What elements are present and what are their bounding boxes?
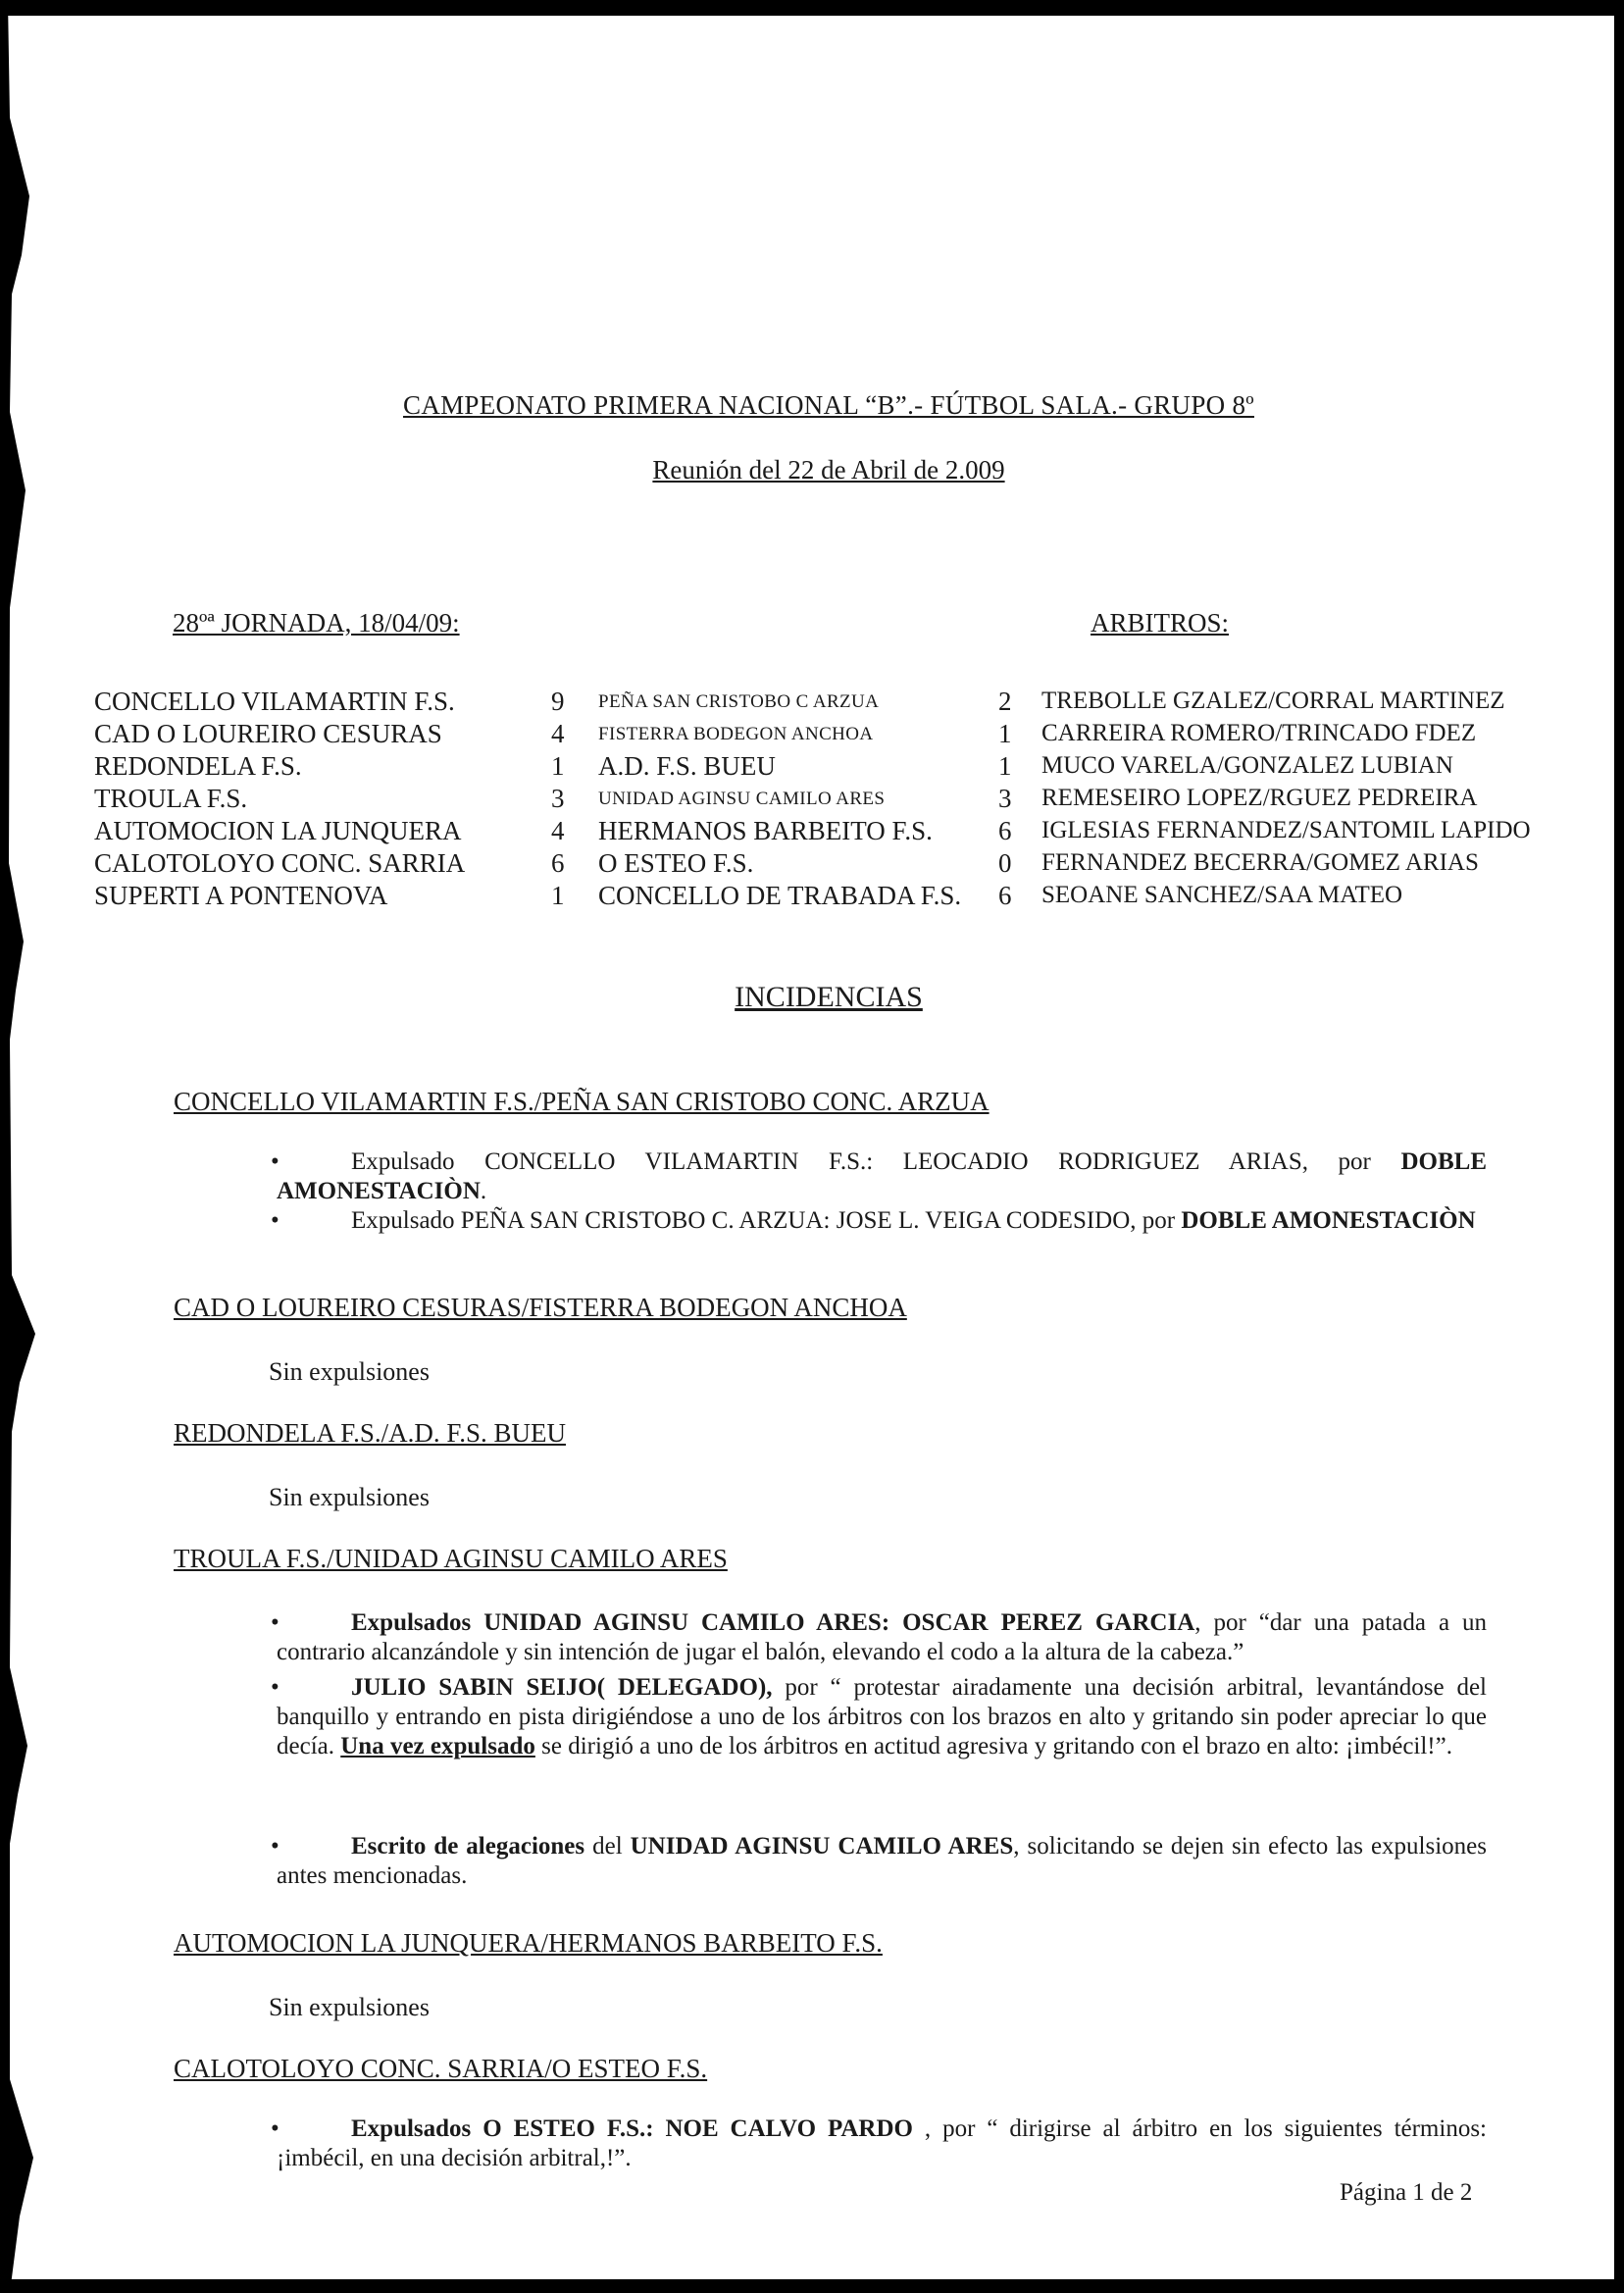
match-row xyxy=(94,881,1585,913)
incident-text: del xyxy=(584,1833,631,1860)
incident-end: se dirigió a uno de los árbitros en actitud agresiva y gritando con el brazo en alto: ¡imbécil!”. xyxy=(534,1733,1452,1759)
away-score: 2 xyxy=(998,687,1012,716)
incident-bold: DOBLE AMONESTACIÒN xyxy=(277,1148,1487,1204)
match-row xyxy=(94,719,1585,751)
section-title: TROULA F.S./UNIDAD AGINSU CAMILO ARES xyxy=(174,1544,728,1573)
away-score: 6 xyxy=(998,881,1012,910)
incident-text: Expulsado PEÑA SAN CRISTOBO C. ARZUA: JOSE L. VEIGA CODESIDO, por xyxy=(351,1207,1176,1234)
home-score: 9 xyxy=(551,687,565,716)
section-text: Sin expulsiones xyxy=(269,1483,430,1511)
scan-top-border xyxy=(0,0,1624,16)
away-score: 3 xyxy=(998,784,1012,813)
section-title: AUTOMOCION LA JUNQUERA/HERMANOS BARBEITO F.S. xyxy=(174,1928,883,1958)
page-number: Página 1 de 2 xyxy=(1340,2179,1473,2206)
referees: CARREIRA ROMERO/TRINCADO FDEZ xyxy=(1041,720,1477,746)
incident-bold: UNIDAD AGINSU CAMILO ARES xyxy=(630,1833,1014,1860)
incident-text: , por “ dirigirse al árbitro en los siguientes términos: ¡imbécil, en una decisión arbitral,!”. xyxy=(277,2115,1487,2171)
document-title: CAMPEONATO PRIMERA NACIONAL “B”.- FÚTBOL SALA.- GRUPO 8º xyxy=(403,390,1254,420)
home-team: CALOTOLOYO CONC. SARRIA xyxy=(94,848,466,878)
away-team: A.D. F.S. BUEU xyxy=(598,751,776,781)
incident-bold: Escrito de alegaciones xyxy=(351,1833,585,1860)
home-team: CONCELLO VILAMARTIN F.S. xyxy=(94,687,455,716)
home-score: 1 xyxy=(551,751,565,781)
away-team: O ESTEO F.S. xyxy=(598,848,754,878)
referees: MUCO VARELA/GONZALEZ LUBIAN xyxy=(1041,752,1453,779)
home-team: AUTOMOCION LA JUNQUERA xyxy=(94,816,462,845)
incident-bold: Expulsados O ESTEO F.S.: NOE CALVO PARDO xyxy=(351,2115,913,2142)
section-title: CAD O LOUREIRO CESURAS/FISTERRA BODEGON ANCHOA xyxy=(174,1293,907,1322)
incident-bold: DOBLE AMONESTACIÒN xyxy=(1181,1207,1476,1234)
incident-bullet xyxy=(277,2115,1487,2173)
away-team: PEÑA SAN CRISTOBO C ARZUA xyxy=(598,691,880,712)
match-row xyxy=(94,687,1585,719)
incident-end: . xyxy=(480,1178,487,1204)
incident-bold: JULIO SABIN SEIJO( DELEGADO), xyxy=(351,1674,773,1701)
incident-bullet xyxy=(277,1608,1487,1667)
incident-bullet xyxy=(277,1832,1487,1891)
scan-bottom-border xyxy=(0,2279,1624,2293)
away-score: 1 xyxy=(998,719,1012,748)
away-score: 6 xyxy=(998,816,1012,845)
away-team: CONCELLO DE TRABADA F.S. xyxy=(598,881,962,910)
meeting-date: Reunión del 22 de Abril de 2.009 xyxy=(652,455,1005,484)
away-team: FISTERRA BODEGON ANCHOA xyxy=(598,724,874,744)
referees: FERNANDEZ BECERRA/GOMEZ ARIAS xyxy=(1041,849,1479,876)
match-row xyxy=(94,848,1585,881)
referees: IGLESIAS FERNANDEZ/SANTOMIL LAPIDO xyxy=(1041,817,1531,843)
referees: SEOANE SANCHEZ/SAA MATEO xyxy=(1041,882,1403,908)
home-score: 6 xyxy=(551,848,565,878)
incident-bullet xyxy=(277,1673,1487,1761)
home-score: 4 xyxy=(551,816,565,845)
away-score: 1 xyxy=(998,751,1012,781)
section-title: CONCELLO VILAMARTIN F.S./PEÑA SAN CRISTOBO CONC. ARZUA xyxy=(174,1087,990,1116)
home-team: TROULA F.S. xyxy=(94,784,248,813)
away-team: UNIDAD AGINSU CAMILO ARES xyxy=(598,789,886,809)
arbitros-label: ARBITROS: xyxy=(1091,608,1230,637)
referees: REMESEIRO LOPEZ/RGUEZ PEDREIRA xyxy=(1041,785,1478,811)
section-text: Sin expulsiones xyxy=(269,1357,430,1386)
section-title: REDONDELA F.S./A.D. F.S. BUEU xyxy=(174,1418,566,1448)
torn-left-edge xyxy=(0,0,59,2293)
home-score: 4 xyxy=(551,719,565,748)
scan-right-border xyxy=(1614,0,1624,2293)
incidencias-heading: INCIDENCIAS xyxy=(735,981,923,1013)
section-text: Sin expulsiones xyxy=(269,1993,430,2021)
results-table xyxy=(94,687,1585,913)
section-title: CALOTOLOYO CONC. SARRIA/O ESTEO F.S. xyxy=(174,2054,708,2083)
incident-underline: Una vez expulsado xyxy=(340,1733,535,1759)
match-row xyxy=(94,784,1585,816)
incident-text: , por “dar una patada a un contrario alcanzándole y sin intención de jugar el balón, elevando el codo a la altura de la cabeza.” xyxy=(277,1609,1487,1665)
away-score: 0 xyxy=(998,848,1012,878)
jornada-label: 28ºª JORNADA, 18/04/09: xyxy=(173,608,460,637)
incident-text: Expulsado CONCELLO VILAMARTIN F.S.: LEOCADIO RODRIGUEZ ARIAS, por xyxy=(351,1148,1371,1175)
referees: TREBOLLE GZALEZ/CORRAL MARTINEZ xyxy=(1041,688,1505,714)
match-row xyxy=(94,751,1585,784)
away-team: HERMANOS BARBEITO F.S. xyxy=(598,816,933,845)
incident-text: por “ protestar airadamente una decisión arbitral, levantándose del banquillo y entrando en pista dirigiéndose a uno de los árbitros con los brazos en alto y gritando sin poder apreciar lo que decía. xyxy=(277,1674,1487,1759)
home-score: 3 xyxy=(551,784,565,813)
incident-bullet xyxy=(277,1206,1487,1236)
home-team: SUPERTI A PONTENOVA xyxy=(94,881,388,910)
home-team: REDONDELA F.S. xyxy=(94,751,302,781)
match-row xyxy=(94,816,1585,848)
incident-bullet xyxy=(277,1147,1487,1206)
home-team: CAD O LOUREIRO CESURAS xyxy=(94,719,442,748)
incident-bold: Expulsados UNIDAD AGINSU CAMILO ARES: OSCAR PEREZ GARCIA xyxy=(351,1609,1195,1636)
home-score: 1 xyxy=(551,881,565,910)
incident-text: , solicitando se dejen sin efecto las expulsiones antes mencionadas. xyxy=(277,1833,1487,1889)
